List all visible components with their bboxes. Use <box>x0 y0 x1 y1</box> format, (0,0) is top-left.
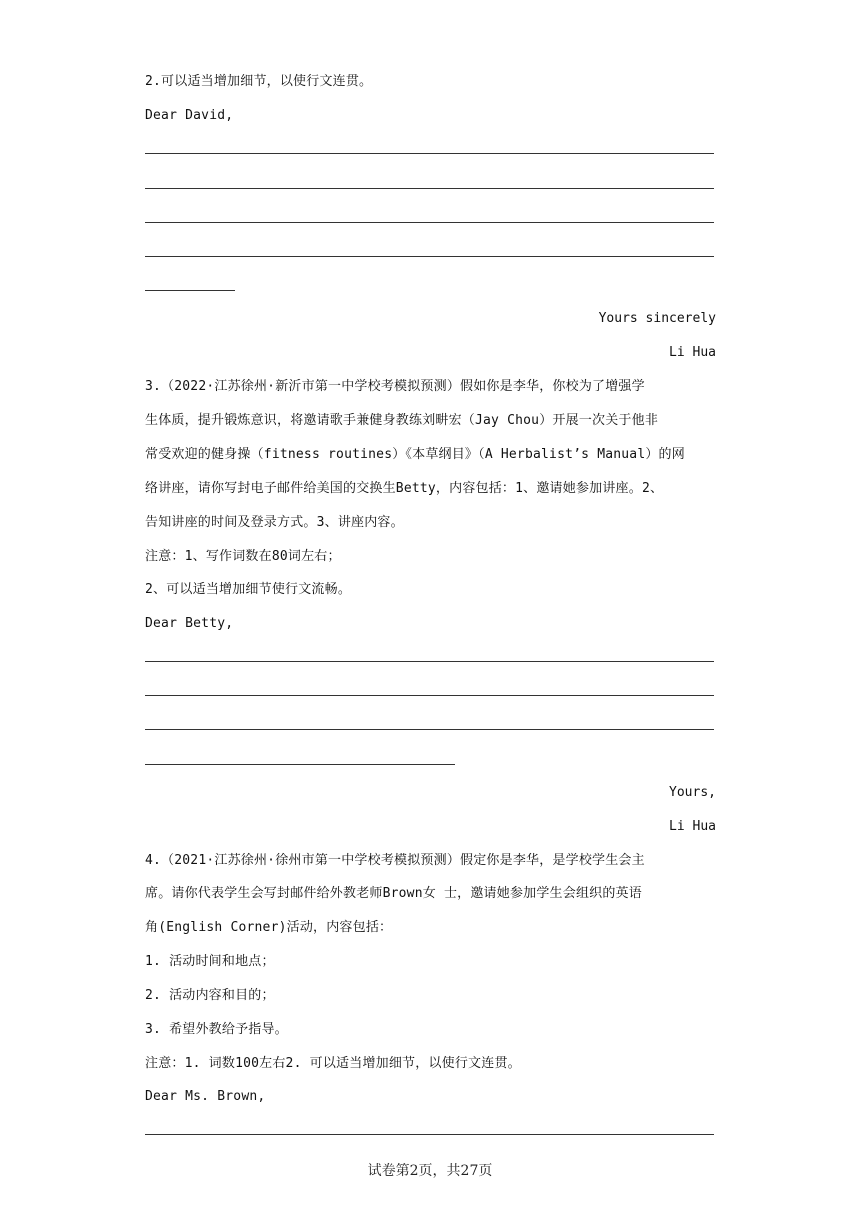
answer-line <box>145 222 714 223</box>
q4-line-1: 4.（2021·江苏徐州·徐州市第一中学校考模拟预测）假定你是李华，是学校学生会主 <box>145 853 645 868</box>
q4-note: 注意：1. 词数100左右2. 可以适当增加细节，以使行文连贯。 <box>145 1056 521 1071</box>
answer-line <box>145 1134 714 1135</box>
answer-line <box>145 188 714 189</box>
answer-line <box>145 695 714 696</box>
q3-note-2: 2、可以适当增加细节使行文流畅。 <box>145 582 352 597</box>
q3-note-1: 注意：1、写作词数在80词左右； <box>145 549 341 564</box>
q2-signature: Li Hua <box>669 345 716 360</box>
page-footer: 试卷第2页，共27页 <box>367 1163 493 1179</box>
q4-line-2: 席。请你代表学生会写封邮件给外教老师Brown女 士，邀请她参加学生会组织的英语 <box>145 886 642 901</box>
q3-line-1: 3.（2022·江苏徐州·新沂市第一中学校考模拟预测）假如你是李华，你校为了增强学 <box>145 379 645 394</box>
answer-line-short <box>145 764 455 765</box>
q3-signature: Li Hua <box>669 819 716 834</box>
q4-line-3: 角(English Corner)活动，内容包括： <box>145 920 393 935</box>
answer-line-short <box>145 290 235 291</box>
q2-closing: Yours sincerely <box>598 311 716 326</box>
answer-line <box>145 256 714 257</box>
q4-greeting: Dear Ms. Brown, <box>145 1089 266 1104</box>
q3-line-3: 常受欢迎的健身操（fitness routines）《本草纲目》（A Herbalist’s Manual）的网 <box>145 447 685 462</box>
answer-line <box>145 729 714 730</box>
answer-line <box>145 153 714 154</box>
q3-line-5: 告知讲座的时间及登录方式。3、讲座内容。 <box>145 515 404 530</box>
q3-greeting: Dear Betty, <box>145 616 234 631</box>
q4-item-1: 1. 活动时间和地点； <box>145 954 275 969</box>
q3-closing: Yours, <box>669 785 716 800</box>
answer-line <box>145 661 714 662</box>
q3-line-4: 络讲座，请你写封电子邮件给美国的交换生Betty，内容包括：1、邀请她参加讲座。2、 <box>145 481 664 496</box>
q3-line-2: 生体质，提升锻炼意识，将邀请歌手兼健身教练刘畊宏（Jay Chou）开展一次关于他非 <box>145 413 659 428</box>
q4-item-3: 3. 希望外教给予指导。 <box>145 1022 288 1037</box>
q4-item-2: 2. 活动内容和目的； <box>145 988 275 1003</box>
q2-greeting: Dear David, <box>145 108 234 123</box>
q2-note-line: 2.可以适当增加细节，以使行文连贯。 <box>145 74 373 89</box>
